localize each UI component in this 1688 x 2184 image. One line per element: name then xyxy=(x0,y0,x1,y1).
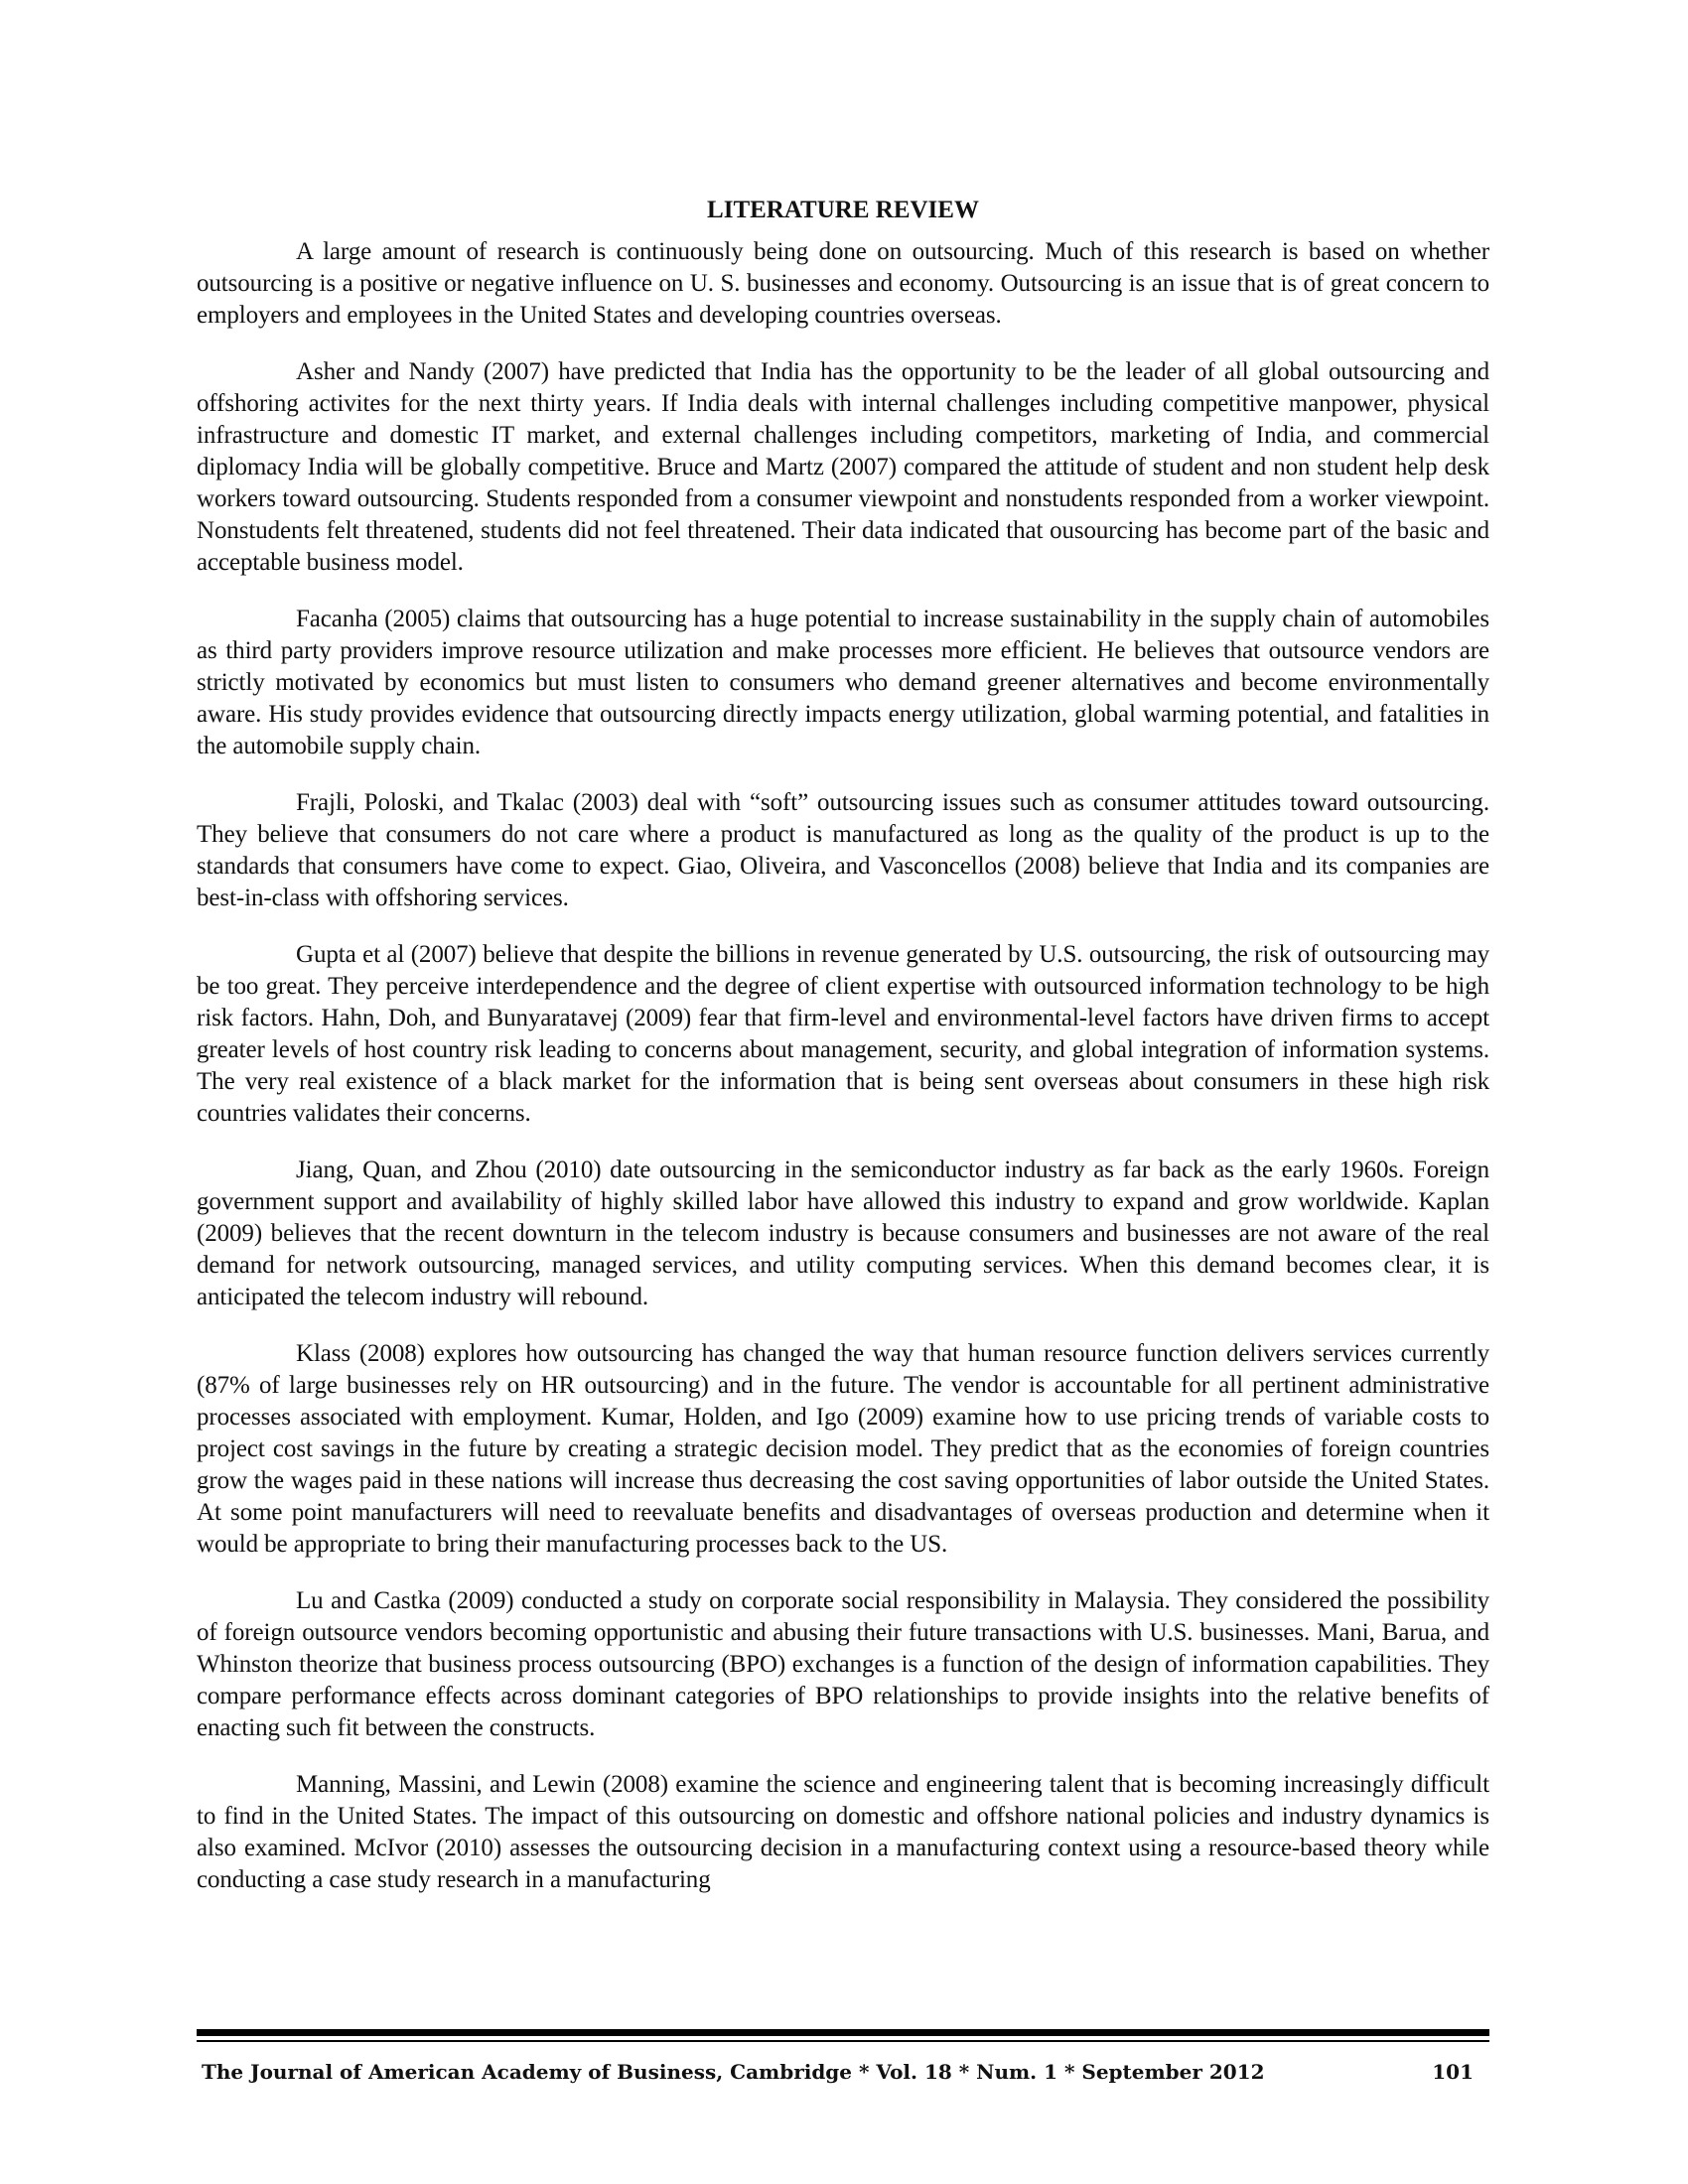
paragraph-intro: A large amount of research is continuously being done on outsourcing. Much of this research is based on whether outsourcing is a positive or negative influence on U. S. businesses and economy. Outsourcing is an issue that is of great concern to employers and employees in the United States and developing countries overseas. xyxy=(197,238,1489,329)
footer-rule-thick xyxy=(197,2029,1489,2036)
footer-rule-thin xyxy=(197,2040,1489,2042)
paragraph-asher-nandy: Asher and Nandy (2007) have predicted that India has the opportunity to be the leader of all global outsourcing and offshoring activites for the next thirty years. If India deals with internal challenges including competitive manpower, physical infrastructure and domestic IT market, and external challenges including competitors, marketing of India, and commercial diplomacy India will be globally competitive. Bruce and Martz (2007) compared the attitude of student and non student help desk workers toward outsourcing. Students responded from a consumer viewpoint and nonstudents responded from a worker viewpoint. Nonstudents felt threatened, students did not feel threatened. Their data indicated that ousourcing has become part of the basic and acceptable business model. xyxy=(197,358,1489,576)
paragraph-lu-castka: Lu and Castka (2009) conducted a study on corporate social responsibility in Malaysia. They considered the possibility of foreign outsource vendors becoming opportunistic and abusing their future transactions with U.S. businesses. Mani, Barua, and Whinston theorize that business process outsourcing (BPO) exchanges is a function of the design of information capabilities. They compare performance effects across dominant categories of BPO relationships to provide insights into the relative benefits of enacting such fit between the constructs. xyxy=(197,1587,1489,1741)
paragraph-manning: Manning, Massini, and Lewin (2008) examine the science and engineering talent that is becoming increasingly difficult to find in the United States. The impact of this outsourcing on domestic and offshore national policies and industry dynamics is also examined. McIvor (2010) assesses the outsourcing decision in a manufacturing context using a resource-based theory while conducting a case study research in a manufacturing xyxy=(197,1771,1489,1893)
paragraph-klass: Klass (2008) explores how outsourcing has changed the way that human resource function delivers services currently (87% of large businesses rely on HR outsourcing) and in the future. The vendor is accountable for all pertinent administrative processes associated with employment. Kumar, Holden, and Igo (2009) examine how to use pricing trends of variable costs to project cost savings in the future by creating a strategic decision model. They predict that as the economies of foreign countries grow the wages paid in these nations will increase thus decreasing the cost saving opportunities of labor outside the United States. At some point manufacturers will need to reevaluate benefits and disadvantages of overseas production and determine when it would be appropriate to bring their manufacturing processes back to the US. xyxy=(197,1340,1489,1558)
paragraph-jiang: Jiang, Quan, and Zhou (2010) date outsourcing in the semiconductor industry as far back as the early 1960s. Foreign government support and availability of highly skilled labor have allowed this industry to expand and grow worldwide. Kaplan (2009) believes that the recent downturn in the telecom industry is because consumers and businesses are not aware of the real demand for network outsourcing, managed services, and utility computing services. When this demand becomes clear, it is anticipated the telecom industry will rebound. xyxy=(197,1157,1489,1310)
page-number: 101 xyxy=(1432,2060,1474,2084)
paragraph-gupta: Gupta et al (2007) believe that despite the billions in revenue generated by U.S. outsourcing, the risk of outsourcing may be too great. They perceive interdependence and the degree of client expertise with outsourced information technology to be high risk factors. Hahn, Doh, and Bunyaratavej (2009) fear that firm-level and environmental-level factors have driven firms to accept greater levels of host country risk leading to concerns about management, security, and global integration of information systems. The very real existence of a black market for the information that is being sent overseas about consumers in these high risk countries validates their concerns. xyxy=(197,941,1489,1127)
page-body xyxy=(197,195,1489,1921)
paragraph-facanha: Facanha (2005) claims that outsourcing has a huge potential to increase sustainability in the supply chain of automobiles as third party providers improve resource utilization and make processes more efficient. He believes that outsource vendors are strictly motivated by economics but must listen to consumers who demand greener alternatives and become environmentally aware. His study provides evidence that outsourcing directly impacts energy utilization, global warming potential, and fatalities in the automobile supply chain. xyxy=(197,606,1489,759)
paragraph-frajli: Frajli, Poloski, and Tkalac (2003) deal with “soft” outsourcing issues such as consumer attitudes toward outsourcing. They believe that consumers do not care where a product is manufactured as long as the quality of the product is up to the standards that consumers have come to expect. Giao, Oliveira, and Vasconcellos (2008) believe that India and its companies are best-in-class with offshoring services. xyxy=(197,789,1489,911)
journal-footer: The Journal of American Academy of Business, Cambridge * Vol. 18 * Num. 1 * September 2012 xyxy=(202,2060,1265,2084)
section-heading: LITERATURE REVIEW xyxy=(707,197,979,223)
